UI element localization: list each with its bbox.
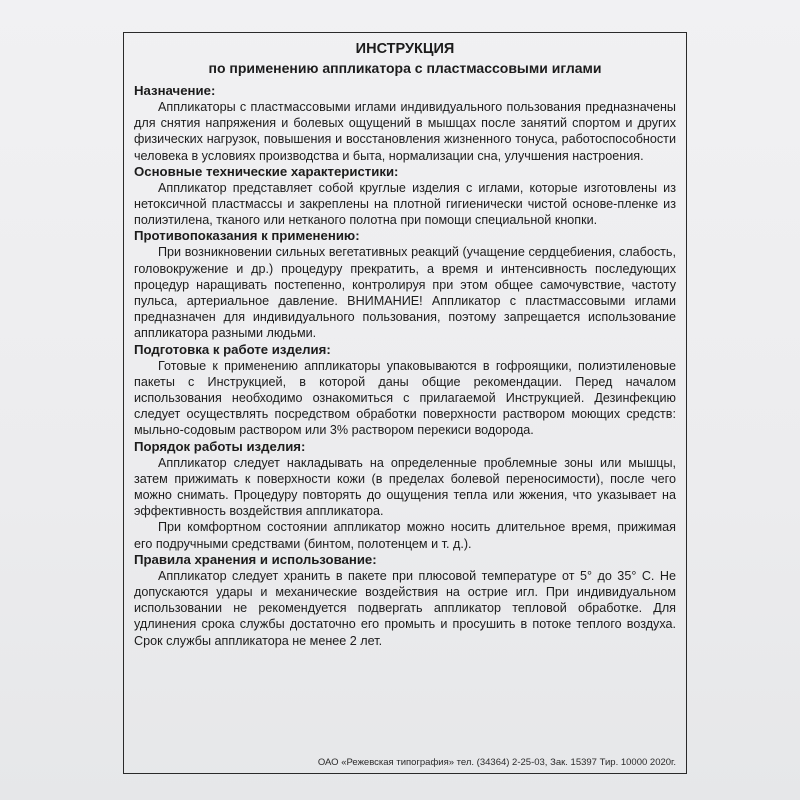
section-purpose — [134, 83, 676, 164]
section-operation — [134, 439, 676, 552]
section-paragraph: Аппликатор следует накладывать на определенные проблемные зоны или мышцы, затем прижимать к поверхности кожи (в пределах болевой переносимости), после чего можно снимать. Процедуру повторять до ощущения тепла или жжения, что указывает на эффективность воздействия аппликатора. — [134, 455, 676, 519]
section-technical-specs — [134, 164, 676, 229]
section-paragraph: При комфортном состоянии аппликатор можно носить длительное время, прижимая его подручными средствами (бинтом, полотенцем и т. д.). — [134, 520, 676, 551]
section-heading: Основные технические характеристики: — [134, 163, 399, 179]
section-contraindications — [134, 228, 676, 341]
document-title: ИНСТРУКЦИЯ — [355, 41, 455, 57]
section-paragraph: Готовые к применению аппликаторы упаковываются в гофроящики, полиэтиленовые пакеты с Инструкцией, в которой даны общие рекомендации. Перед началом использования необходимо ознакомиться с прилагаемой Инструкцией. Дезинфекцию следует осуществлять посредством обработки поверхности раствором моющих средств: мыльно-содовым раствором или 3% раствором перекиси водорода. — [134, 358, 676, 438]
section-heading: Подготовка к работе изделия: — [134, 341, 331, 357]
printer-imprint: ОАО «Режевская типография» тел. (34364) 2-25-03, Зак. 15397 Тир. 10000 2020г. — [317, 757, 676, 768]
section-heading: Порядок работы изделия: — [134, 438, 306, 454]
section-storage — [134, 552, 676, 649]
document-subtitle: по применению аппликатора с пластмассовыми иглами — [208, 60, 602, 76]
section-heading: Правила хранения и использование: — [134, 551, 377, 567]
section-preparation — [134, 342, 676, 439]
section-paragraph: При возникновении сильных вегетативных реакций (учащение сердцебиения, слабость, головокружение и др.) процедуру прекратить, а время и интенсивность последующих процедур наращивать постепенно, контролируя при этом общее самочувствие, частоту пульса, артериальное давление. ВНИМАНИЕ! Аппликатор с пластмассовыми иглами предназначен для индивидуального пользования, поэтому запрещается использование аппликатора разными людьми. — [134, 245, 676, 341]
instruction-frame — [123, 32, 687, 774]
section-paragraph: Аппликатор следует хранить в пакете при плюсовой температуре от 5° до 35° С. Не допускаются удары и механические воздействия на острие игл. При индивидуальном использовании не рекомендуется подвергать аппликатор тепловой обработке. Для удлинения срока службы достаточно его промыть и просушить в потоке теплого воздуха. Срок службы аппликатора не менее 2 лет. — [134, 568, 676, 648]
section-heading: Назначение: — [134, 83, 216, 98]
section-heading: Противопоказания к применению: — [134, 228, 360, 244]
section-paragraph: Аппликаторы с пластмассовыми иглами индивидуального пользования предназначены для снятия напряжения и болевых ощущений в мышцах после занятий спортом и других физических нагрузок, повышения и восстановления жизненного тонуса, работоспособности человека в условиях производства и быта, нормализации сна, улучшения настроения. — [134, 100, 676, 163]
section-paragraph: Аппликатор представляет собой круглые изделия с иглами, которые изготовлены из нетоксичной пластмассы и закреплены на плотной гигиенически чистой основе-пленке из полиэтилена, тканого или нетканого полотна при помощи специальной кнопки. — [134, 180, 676, 228]
